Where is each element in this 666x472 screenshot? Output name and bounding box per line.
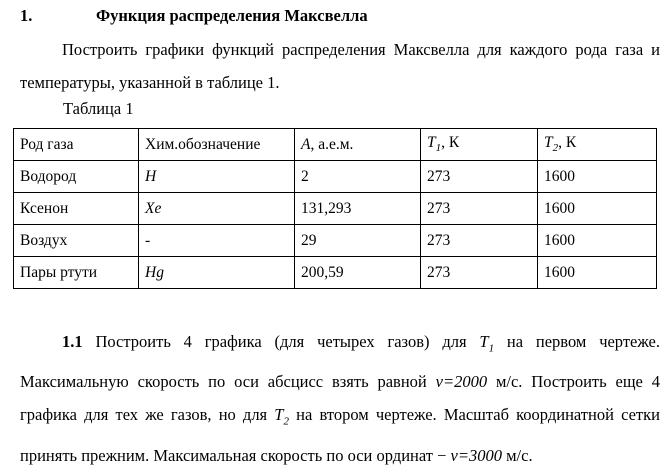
task-paragraph (20, 325, 660, 472)
header-cell-symbol: Хим.обозначение (139, 129, 295, 161)
section-heading (20, 6, 368, 26)
header-cell-mass: A, а.е.м. (295, 129, 421, 161)
task-text-5: м/с. (501, 445, 533, 465)
task-sub-2: 2 (283, 415, 289, 428)
header-cell-t2: $T_2$, К (538, 129, 657, 161)
task-var-t2: T (274, 405, 284, 425)
cell-symbol: Xe (139, 193, 295, 225)
heading-number: 1. (20, 6, 33, 25)
task-var-t: T (479, 332, 489, 351)
cell-t1: 273 (421, 193, 538, 225)
intro-text: Построить графики функций распределения Максвелла для каждого рода газа и температуры, указанной в таблице 1. (20, 40, 660, 92)
cell-symbol: - (139, 225, 295, 257)
cell-t1: 273 (421, 225, 538, 257)
header-cell-gas: Род газа (14, 129, 139, 161)
task-v-3000: v=3000 (450, 445, 502, 465)
cell-symbol: H (139, 161, 295, 193)
cell-gas: Ксенон (14, 193, 139, 225)
cell-t1: 273 (421, 257, 538, 289)
task-v-2000: v=2000 (435, 372, 488, 392)
cell-t2: 1600 (538, 257, 657, 289)
task-text-1: Построить 4 графика (для четырех газов) для (95, 332, 480, 351)
table-row (14, 161, 657, 193)
cell-mass: 29 (295, 225, 421, 257)
table-row (14, 225, 657, 257)
table-row (14, 193, 657, 225)
table-row (14, 257, 657, 289)
cell-gas: Пары ртути (14, 257, 139, 289)
heading-title: Функция распределения Максвелла (96, 6, 368, 25)
subsection-number: 1.1 (62, 332, 83, 351)
task-sub-1: 1 (488, 342, 495, 355)
cell-mass: 131,293 (295, 193, 421, 225)
cell-t2: 1600 (538, 161, 657, 193)
cell-symbol: Hg (139, 257, 295, 289)
task-text-2: на первом чертеже. Максимальную скорость по оси абсцисс взять равной (20, 332, 661, 392)
cell-mass: 2 (295, 161, 421, 193)
table-caption: Таблица 1 (63, 99, 134, 118)
intro-paragraph (20, 33, 660, 99)
cell-gas: Водород (14, 161, 139, 193)
task-text-4: на втором чертеже. Масштаб координатной сетки принять прежним. Максимальная скорость по оси ординат − (20, 405, 660, 465)
cell-t2: 1600 (538, 193, 657, 225)
task-text-3: м/с. Построить еще 4 графика для тех же газов, но для (20, 372, 660, 425)
gas-table (13, 128, 657, 289)
cell-t2: 1600 (538, 225, 657, 257)
cell-gas: Воздух (14, 225, 139, 257)
header-cell-t1: $T_1$, К (421, 129, 538, 161)
cell-mass: 200,59 (295, 257, 421, 289)
table-header-row (14, 129, 657, 161)
cell-t1: 273 (421, 161, 538, 193)
